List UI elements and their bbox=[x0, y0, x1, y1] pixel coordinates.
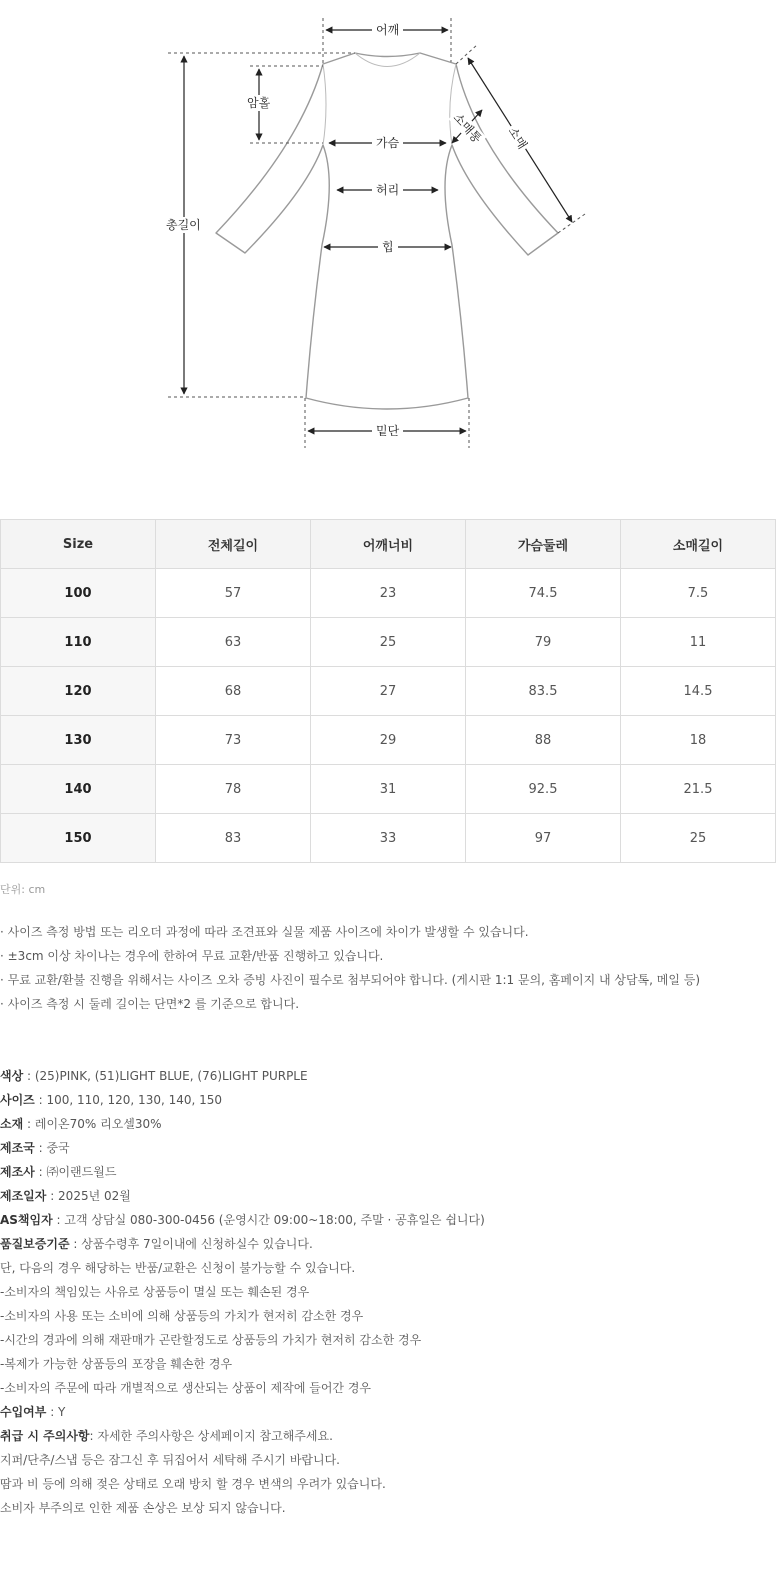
info-value: 중국 bbox=[46, 1141, 70, 1155]
table-cell: 74.5 bbox=[466, 569, 621, 618]
info-key: 수입여부 bbox=[0, 1405, 47, 1419]
info-value: 소비자 부주의로 인한 제품 손상은 보상 되지 않습니다. bbox=[0, 1501, 286, 1515]
label-sleeve: 소매 bbox=[504, 122, 532, 154]
info-key: 제조일자 bbox=[0, 1189, 47, 1203]
table-cell: 68 bbox=[156, 667, 311, 716]
table-header-row bbox=[1, 520, 776, 569]
info-value: 땀과 비 등에 의해 젖은 상태로 오래 방치 할 경우 변색의 우려가 있습니다. bbox=[0, 1477, 386, 1491]
info-key: 사이즈 bbox=[0, 1093, 35, 1107]
header-chest: 가슴둘레 bbox=[466, 520, 621, 569]
table-cell: 23 bbox=[311, 569, 466, 618]
table-row bbox=[1, 569, 776, 618]
measurement-diagram bbox=[0, 0, 780, 470]
table-cell: 25 bbox=[311, 618, 466, 667]
table-cell: 88 bbox=[466, 716, 621, 765]
note-item: · 사이즈 측정 시 둘레 길이는 단면*2 를 기준으로 합니다. bbox=[0, 997, 300, 1011]
header-sleeve-length: 소매길이 bbox=[621, 520, 776, 569]
label-hem: 밑단 bbox=[372, 423, 403, 439]
dress-illustration bbox=[0, 0, 780, 470]
cell-size: 120 bbox=[1, 667, 156, 716]
table-cell: 14.5 bbox=[621, 667, 776, 716]
info-value: 지퍼/단추/스냅 등은 잠그신 후 뒤집어서 세탁해 주시기 바랍니다. bbox=[0, 1453, 340, 1467]
table-cell: 33 bbox=[311, 814, 466, 863]
cell-size: 130 bbox=[1, 716, 156, 765]
header-shoulder-width: 어깨너비 bbox=[311, 520, 466, 569]
cell-size: 150 bbox=[1, 814, 156, 863]
table-cell: 78 bbox=[156, 765, 311, 814]
note-item: · 사이즈 측정 방법 또는 리오더 과정에 따라 조견표와 실물 제품 사이즈에 차이가 발생할 수 있습니다. bbox=[0, 925, 529, 939]
info-line bbox=[0, 1112, 780, 1136]
info-value: 100, 110, 120, 130, 140, 150 bbox=[46, 1093, 223, 1107]
header-size: Size bbox=[1, 520, 156, 569]
label-shoulder: 어깨 bbox=[372, 22, 403, 38]
label-sleeve-opening: 소매통 bbox=[448, 108, 486, 148]
info-key: 취급 시 주의사항 bbox=[0, 1429, 90, 1443]
info-line bbox=[0, 1304, 780, 1328]
info-sep: : bbox=[52, 1213, 65, 1227]
table-cell: 31 bbox=[311, 765, 466, 814]
info-line bbox=[0, 1328, 780, 1352]
table-cell: 97 bbox=[466, 814, 621, 863]
info-value: 2025년 02월 bbox=[58, 1189, 131, 1203]
info-key: AS책임자 bbox=[0, 1213, 53, 1227]
label-waist: 허리 bbox=[372, 182, 403, 198]
table-row bbox=[1, 765, 776, 814]
info-line bbox=[0, 1496, 780, 1520]
table-cell: 83.5 bbox=[466, 667, 621, 716]
table-cell: 92.5 bbox=[466, 765, 621, 814]
info-line bbox=[0, 1280, 780, 1304]
info-line bbox=[0, 1088, 780, 1112]
size-chart-table bbox=[0, 519, 776, 863]
note-item: · 무료 교환/환불 진행을 위해서는 사이즈 오차 증빙 사진이 필수로 첨부되어야 합니다. (게시판 1:1 문의, 홈페이지 내 상담톡, 메일 등) bbox=[0, 973, 701, 987]
table-cell: 73 bbox=[156, 716, 311, 765]
product-info bbox=[0, 1064, 780, 1520]
info-sep: : bbox=[34, 1093, 47, 1107]
table-cell: 18 bbox=[621, 716, 776, 765]
table-row bbox=[1, 716, 776, 765]
table-row bbox=[1, 814, 776, 863]
unit-note: 단위: cm bbox=[0, 883, 46, 896]
info-line bbox=[0, 1232, 780, 1256]
info-value: Y bbox=[58, 1405, 66, 1419]
table-cell: 83 bbox=[156, 814, 311, 863]
info-line bbox=[0, 1448, 780, 1472]
table-cell: 79 bbox=[466, 618, 621, 667]
table-row bbox=[1, 667, 776, 716]
info-key: 소재 bbox=[0, 1117, 24, 1131]
header-total-length: 전체길이 bbox=[156, 520, 311, 569]
info-line bbox=[0, 1376, 780, 1400]
info-sep: : bbox=[46, 1189, 59, 1203]
info-value: -소비자의 사용 또는 소비에 의해 상품등의 가치가 현저히 감소한 경우 bbox=[0, 1309, 364, 1323]
info-value: (25)PINK, (51)LIGHT BLUE, (76)LIGHT PURPLE bbox=[34, 1069, 308, 1083]
info-line bbox=[0, 1136, 780, 1160]
info-key: 색상 bbox=[0, 1069, 24, 1083]
info-line bbox=[0, 1424, 780, 1448]
info-value: 자세한 주의사항은 상세페이지 참고해주세요. bbox=[97, 1429, 333, 1443]
info-sep: : bbox=[46, 1405, 59, 1419]
info-line bbox=[0, 1064, 780, 1088]
info-value: 단, 다음의 경우 해당하는 반품/교환은 신청이 불가능할 수 있습니다. bbox=[0, 1261, 356, 1275]
info-line bbox=[0, 1472, 780, 1496]
info-value: 레이온70% 리오셀30% bbox=[34, 1117, 162, 1131]
info-value: ㈜이랜드월드 bbox=[46, 1165, 117, 1179]
cell-size: 100 bbox=[1, 569, 156, 618]
size-notes bbox=[0, 920, 780, 1016]
label-armhole: 암홀 bbox=[243, 95, 274, 111]
info-line bbox=[0, 1400, 780, 1424]
info-sep: : bbox=[23, 1069, 35, 1083]
table-cell: 27 bbox=[311, 667, 466, 716]
info-line bbox=[0, 1352, 780, 1376]
info-line bbox=[0, 1256, 780, 1280]
info-key: 제조사 bbox=[0, 1165, 35, 1179]
table-cell: 57 bbox=[156, 569, 311, 618]
info-value: -복제가 가능한 상품등의 포장을 훼손한 경우 bbox=[0, 1357, 233, 1371]
info-key: 제조국 bbox=[0, 1141, 35, 1155]
info-key: 품질보증기준 bbox=[0, 1237, 70, 1251]
info-sep: : bbox=[23, 1117, 35, 1131]
info-sep: : bbox=[34, 1141, 47, 1155]
info-line bbox=[0, 1184, 780, 1208]
info-sep: : bbox=[34, 1165, 47, 1179]
label-total-length: 총길이 bbox=[162, 217, 205, 233]
table-row bbox=[1, 618, 776, 667]
label-hip: 힙 bbox=[378, 239, 398, 255]
label-chest: 가슴 bbox=[372, 135, 403, 151]
info-value: 상품수령후 7일이내에 신청하실수 있습니다. bbox=[81, 1237, 313, 1251]
table-cell: 25 bbox=[621, 814, 776, 863]
info-value: -소비자의 책임있는 사유로 상품등이 멸실 또는 훼손된 경우 bbox=[0, 1285, 310, 1299]
cell-size: 110 bbox=[1, 618, 156, 667]
info-value: -소비자의 주문에 따라 개별적으로 생산되는 상품이 제작에 들어간 경우 bbox=[0, 1381, 372, 1395]
table-cell: 11 bbox=[621, 618, 776, 667]
info-sep: : bbox=[69, 1237, 82, 1251]
note-item: · ±3cm 이상 차이나는 경우에 한하여 무료 교환/반품 진행하고 있습니다. bbox=[0, 949, 384, 963]
table-cell: 29 bbox=[311, 716, 466, 765]
info-line bbox=[0, 1208, 780, 1232]
table-cell: 7.5 bbox=[621, 569, 776, 618]
table-cell: 63 bbox=[156, 618, 311, 667]
cell-size: 140 bbox=[1, 765, 156, 814]
info-sep: : bbox=[89, 1429, 98, 1443]
table-cell: 21.5 bbox=[621, 765, 776, 814]
info-line bbox=[0, 1160, 780, 1184]
info-value: -시간의 경과에 의해 재판매가 곤란할정도로 상품등의 가치가 현저히 감소한 경우 bbox=[0, 1333, 422, 1347]
info-value: 고객 상담실 080-300-0456 (운영시간 09:00~18:00, 주말 · 공휴일은 쉽니다) bbox=[64, 1213, 485, 1227]
